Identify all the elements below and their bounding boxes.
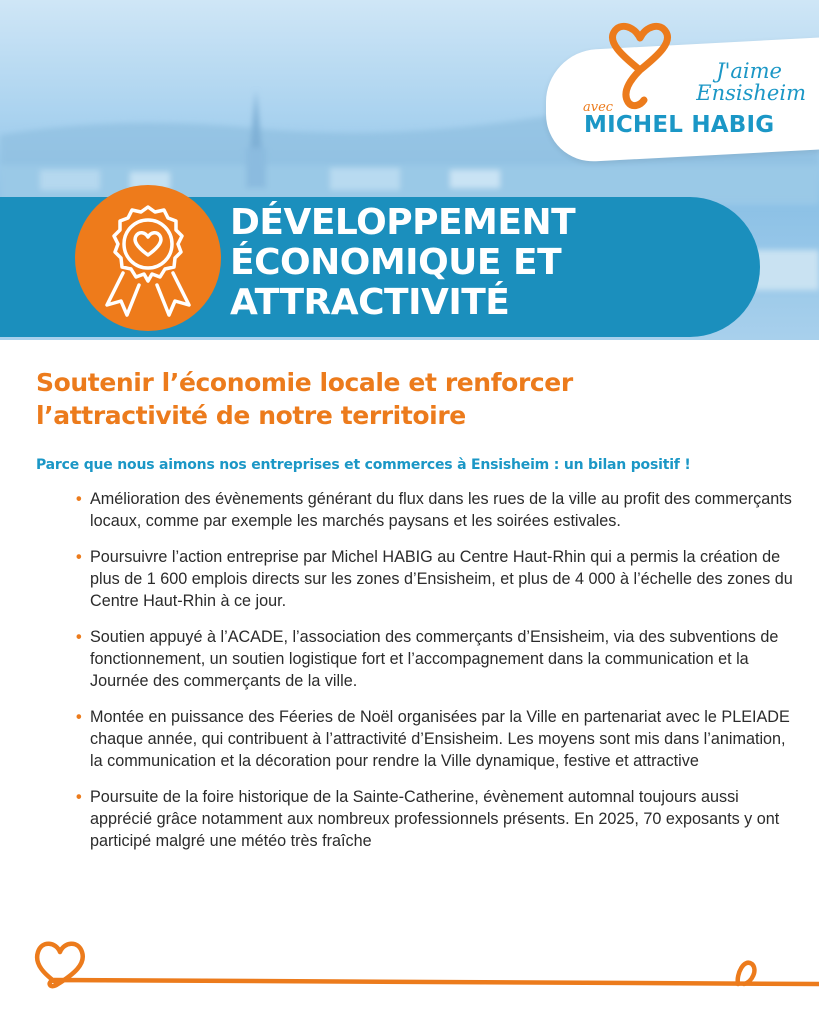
logo-script-line2: Ensisheim <box>696 81 806 105</box>
title-line-2: ÉCONOMIQUE ET <box>230 242 562 283</box>
list-item-text: Montée en puissance des Féeries de Noël organisées par la Ville en partenariat avec le PLEIADE chaque année, qui contribuent à l’attractivité d’Ensisheim. Les moyens sont mis dans l’animation, la communication et la décoration pour rendre la Ville dynamique, festive et attractive <box>90 708 790 770</box>
subtitle-line-2: l’attractivité de notre territoire <box>36 401 466 430</box>
list-item-text: Soutien appuyé à l’ACADE, l’association des commerçants d’Ensisheim, via des subventions de fonctionnement, un soutien logistique fort et l’accompagnement dans la communication et la Journée des commerçants de la ville. <box>90 628 779 690</box>
section-subtitle <box>36 366 756 432</box>
title-line-1: DÉVELOPPEMENT <box>230 202 576 243</box>
page-title <box>230 203 575 323</box>
list-item-text: Poursuite de la foire historique de la Sainte-Catherine, évènement automnal toujours aussi apprécié grâce notamment aux nombreux professionnels présents. En 2025, 70 exposants y ont participé malgré une météo très fraîche <box>90 788 780 850</box>
logo-script-line1: J'aime <box>716 59 782 83</box>
bullet-dot-icon: • <box>76 708 82 726</box>
bullet-dot-icon: • <box>76 490 82 508</box>
logo-name: MICHEL HABIG <box>584 112 775 138</box>
list-item <box>76 786 796 852</box>
heart-ribbon-icon <box>600 22 682 112</box>
title-line-3: ATTRACTIVITÉ <box>230 282 510 323</box>
subtitle-line-1: Soutenir l’économie locale et renforcer <box>36 368 573 397</box>
logo-script <box>676 60 806 104</box>
award-ribbon-heart-icon <box>75 185 221 331</box>
bullet-dot-icon: • <box>76 628 82 646</box>
list-item-text: Poursuivre l’action entreprise par Michel HABIG au Centre Haut-Rhin qui a permis la création de plus de 1 600 emplois directs sur les zones d’Ensisheim, et plus de 4 000 à l’échelle des zones du Centre Haut-Rhin à ce jour. <box>90 548 793 610</box>
bullet-dot-icon: • <box>76 788 82 806</box>
list-item-text: Amélioration des évènements générant du flux dans les rues de la ville au profit des commerçants locaux, comme par exemple les marchés paysans et les soirées estivales. <box>90 490 792 530</box>
list-item <box>76 706 796 772</box>
bullet-dot-icon: • <box>76 548 82 566</box>
logo-avec: avec <box>583 100 614 115</box>
badge <box>75 185 221 331</box>
section-intro: Parce que nous aimons nos entreprises et commerces à Ensisheim : un bilan positif ! <box>36 457 691 473</box>
heart-loop-line-icon <box>0 920 819 1000</box>
list-item <box>76 546 796 612</box>
bullet-list <box>76 488 796 866</box>
list-item <box>76 626 796 692</box>
list-item <box>76 488 796 532</box>
